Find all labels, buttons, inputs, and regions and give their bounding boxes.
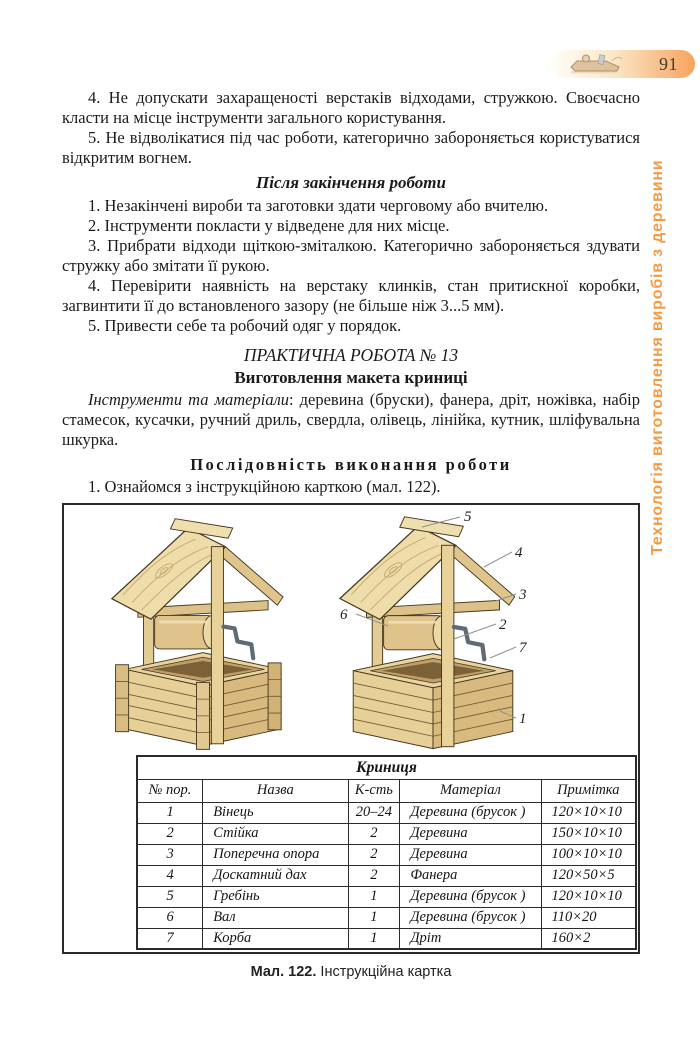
table-cell: Деревина (брусок ) <box>400 886 541 907</box>
wells-illustration <box>64 505 638 755</box>
table-cell: 20–24 <box>348 802 400 823</box>
sequence-heading: Послідовність виконання роботи <box>190 455 512 474</box>
table-cell: Доскатний дах <box>203 865 348 886</box>
column-header: Примітка <box>541 779 636 802</box>
chapter-sidebar <box>649 93 667 555</box>
part-label-7: 7 <box>519 640 527 656</box>
materials-text: : деревина (бруски), фанера, дріт, ножівка, набір стамесок, кусачки, ручний дриль, свердла, олівець, лінійка, кутник, шліфувальна шкурка. <box>62 390 640 449</box>
practical-work-title: ПРАКТИЧНА РОБОТА № 13 <box>243 345 459 365</box>
table-cell: 1 <box>348 886 400 907</box>
table-cell: 100×10×10 <box>541 844 636 865</box>
table-cell: 5 <box>137 886 203 907</box>
table-row <box>137 802 636 823</box>
part-label-6: 6 <box>340 607 348 623</box>
part-label-3: 3 <box>519 587 527 603</box>
column-header: Назва <box>203 779 348 802</box>
table-cell: Корба <box>203 928 348 949</box>
table-cell: 7 <box>137 928 203 949</box>
table-row <box>137 823 636 844</box>
section-heading-after-work: Після закінчення роботи <box>256 173 446 192</box>
list-item: 3. Прибрати відходи щіткою-зміталкою. Категорично забороняється здувати стружку або змітати її рукою. <box>62 236 640 275</box>
table-cell: 120×10×10 <box>541 886 636 907</box>
table-title: Криниця <box>137 756 636 779</box>
part-label-5: 5 <box>464 509 472 525</box>
figure-caption-text: Інструкційна картка <box>316 964 452 980</box>
table-cell: 2 <box>348 823 400 844</box>
table-cell: Деревина <box>400 844 541 865</box>
table-cell: 1 <box>348 907 400 928</box>
paragraph-rule-5: 5. Не відволікатися під час роботи, категорично забороняється користуватися відкритим вогнем. <box>62 128 640 167</box>
table-cell: 1 <box>348 928 400 949</box>
table-cell: Дріт <box>400 928 541 949</box>
table-row <box>137 886 636 907</box>
table-cell: Гребінь <box>203 886 348 907</box>
table-cell: Вал <box>203 907 348 928</box>
list-item: 5. Привести себе та робочий одяг у порядок. <box>88 316 402 335</box>
table-cell: Вінець <box>203 802 348 823</box>
list-item: 2. Інструменти покласти у відведене для них місце. <box>88 216 450 235</box>
page-header-pill <box>552 50 695 78</box>
table-row <box>137 865 636 886</box>
table-cell: 120×10×10 <box>541 802 636 823</box>
table-cell: 4 <box>137 865 203 886</box>
column-header: № пор. <box>137 779 203 802</box>
paragraph-rule-4: 4. Не допускати захаращеності верстаків відходами, стружкою. Своєчасно класти на місце інструменти загального користування. <box>62 88 640 127</box>
table-row <box>137 928 636 949</box>
table-cell: 6 <box>137 907 203 928</box>
part-label-4: 4 <box>515 545 523 561</box>
part-label-1: 1 <box>519 711 527 727</box>
figure-instruction-card <box>62 503 640 954</box>
table-cell: 2 <box>137 823 203 844</box>
table-cell: 120×50×5 <box>541 865 636 886</box>
parts-table <box>136 755 637 950</box>
table-cell: Поперечна опора <box>203 844 348 865</box>
table-row <box>137 907 636 928</box>
materials-label: Інструменти та матеріали <box>88 390 290 409</box>
column-header: Матеріал <box>400 779 541 802</box>
table-cell: 3 <box>137 844 203 865</box>
well-illustration-left <box>112 519 283 750</box>
practical-work-subtitle: Виготовлення макета криниці <box>234 368 468 387</box>
part-label-2: 2 <box>499 617 507 633</box>
table-cell: 2 <box>348 844 400 865</box>
figure-caption-number: Мал. 122. <box>250 964 317 980</box>
table-cell: Деревина <box>400 823 541 844</box>
materials-paragraph <box>62 390 640 450</box>
chapter-sidebar-label: Технологія виготовлення виробів з деревини <box>649 159 666 555</box>
table-cell: 2 <box>348 865 400 886</box>
hand-plane-icon <box>566 53 630 75</box>
figure-caption <box>62 964 640 980</box>
step-1: 1. Ознайомся з інструкційною карткою (мал. 122). <box>88 477 441 496</box>
table-cell: Деревина (брусок ) <box>400 802 541 823</box>
table-row <box>137 844 636 865</box>
column-header: К-сть <box>348 779 400 802</box>
table-cell: 1 <box>137 802 203 823</box>
page-number: 91 <box>659 54 678 74</box>
page-content <box>62 88 640 980</box>
table-cell: 160×2 <box>541 928 636 949</box>
table-cell: 150×10×10 <box>541 823 636 844</box>
table-cell: 110×20 <box>541 907 636 928</box>
table-cell: Фанера <box>400 865 541 886</box>
list-item: 4. Перевірити наявність на верстаку клинків, стан притискної коробки, загвинтити її до встановленого зазору (не більше ніж 3...5 мм). <box>62 276 640 315</box>
table-cell: Стійка <box>203 823 348 844</box>
table-cell: Деревина (брусок ) <box>400 907 541 928</box>
list-item: 1. Незакінчені вироби та заготовки здати черговому або вчителю. <box>88 196 549 215</box>
table-header-row <box>137 779 636 802</box>
well-illustration-right <box>340 517 515 749</box>
